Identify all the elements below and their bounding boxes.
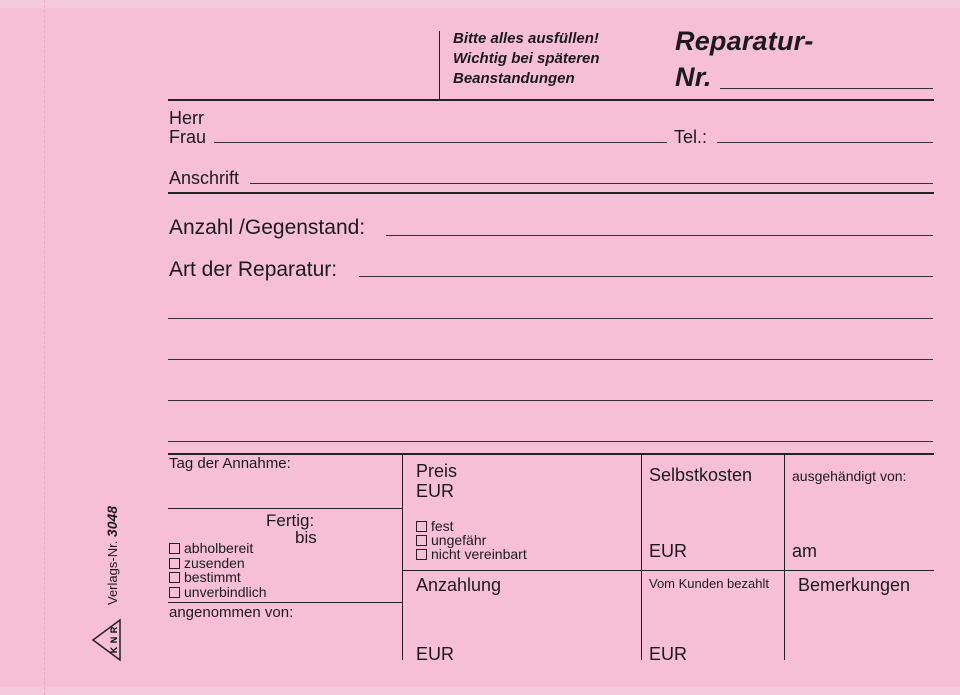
checkbox-icon[interactable]	[416, 535, 427, 546]
repair-description-line-1[interactable]	[168, 318, 933, 319]
checkbox-bestimmt[interactable]: bestimmt	[169, 570, 241, 584]
grid-col-3	[784, 453, 785, 660]
remarks-label: Bemerkungen	[798, 575, 911, 595]
checkbox-fest[interactable]: fest	[416, 519, 454, 533]
checkbox-icon[interactable]	[416, 549, 427, 560]
until-label: bis	[295, 528, 317, 547]
checkbox-ungefaehr[interactable]: ungefähr	[416, 533, 486, 547]
quantity-label: Anzahl /Gegenstand:	[169, 216, 366, 239]
quantity-field[interactable]	[386, 235, 933, 236]
repair-type-field[interactable]	[359, 276, 933, 277]
grid-mid-rule	[402, 570, 934, 571]
cost-currency: EUR	[649, 541, 688, 561]
deposit-currency: EUR	[416, 644, 455, 664]
tel-field[interactable]	[717, 142, 933, 143]
accepted-by-label: angenommen von:	[169, 604, 294, 621]
paid-by-customer-label: Vom Kunden bezahlt	[649, 576, 769, 591]
ready-label: Fertig:	[266, 511, 315, 530]
repair-type-label: Art der Reparatur:	[169, 258, 338, 281]
hint-line-3: Beanstandungen	[453, 70, 575, 87]
price-currency: EUR	[416, 481, 455, 501]
top-edge	[0, 0, 960, 8]
salutation-herr: Herr	[169, 108, 204, 128]
paid-currency: EUR	[649, 644, 688, 664]
address-field[interactable]	[250, 183, 933, 184]
intake-rule	[168, 508, 402, 509]
checkbox-icon[interactable]	[169, 543, 180, 554]
publisher-number: Verlags-Nr. 3048	[104, 505, 120, 605]
rnk-logo-icon	[90, 618, 126, 662]
checkbox-unverbindlich[interactable]: unverbindlich	[169, 585, 267, 599]
hint-line-2: Wichtig bei späteren	[453, 50, 600, 67]
grid-col-1	[402, 453, 403, 660]
header-rule	[168, 99, 934, 101]
perforation-line	[44, 0, 46, 695]
checkbox-icon[interactable]	[416, 521, 427, 532]
repair-description-line-4[interactable]	[168, 441, 933, 442]
customer-rule	[168, 192, 934, 194]
checkbox-icon[interactable]	[169, 558, 180, 569]
deposit-label: Anzahlung	[416, 575, 502, 595]
intake-day-label: Tag der Annahme:	[169, 455, 291, 472]
address-label: Anschrift	[169, 168, 240, 188]
repair-number-field[interactable]	[720, 88, 933, 89]
on-label: am	[792, 541, 818, 561]
form-title: Reparatur-	[675, 26, 814, 56]
checkbox-abholbereit[interactable]: abholbereit	[169, 541, 253, 555]
handed-out-by-label: ausgehändigt von:	[792, 468, 907, 484]
bottom-edge	[0, 687, 960, 695]
repair-description-line-2[interactable]	[168, 359, 933, 360]
checkbox-icon[interactable]	[169, 587, 180, 598]
price-label: Preis	[416, 461, 458, 481]
hint-line-1: Bitte alles ausfüllen!	[453, 30, 599, 47]
svg-text:K: K	[109, 646, 119, 654]
svg-text:N: N	[109, 636, 119, 644]
svg-text:R: R	[109, 626, 119, 634]
cost-label: Selbstkosten	[649, 465, 753, 485]
status-rule	[168, 602, 402, 603]
checkbox-nicht-vereinbart[interactable]: nicht vereinbart	[416, 547, 527, 561]
repair-number-label: Nr.	[675, 62, 712, 92]
name-field[interactable]	[214, 142, 667, 143]
tel-label: Tel.:	[674, 127, 708, 147]
repair-description-line-3[interactable]	[168, 400, 933, 401]
salutation-frau: Frau	[169, 127, 207, 147]
grid-col-2	[641, 453, 642, 660]
header-divider	[439, 31, 440, 100]
checkbox-zusenden[interactable]: zusenden	[169, 556, 245, 570]
checkbox-icon[interactable]	[169, 572, 180, 583]
